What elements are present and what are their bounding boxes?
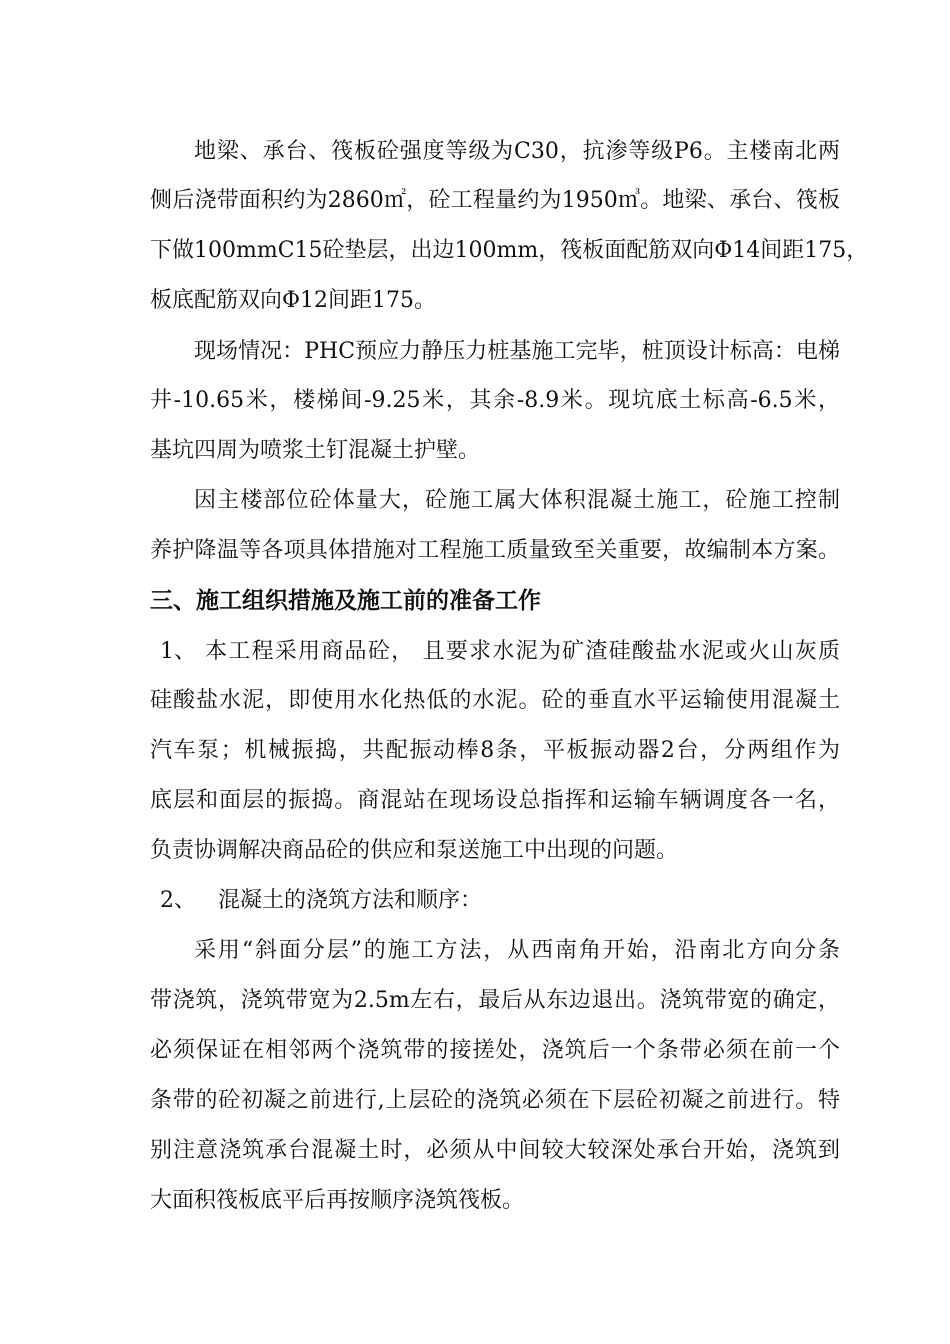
paragraph-line: 硅酸盐水泥，即使用水化热低的水泥。砼的垂直水平运输使用混凝土 bbox=[150, 688, 840, 713]
paragraph-line: 地梁、承台、筏板砼强度等级为C30，抗渗等级P6。主楼南北两 bbox=[194, 139, 840, 164]
paragraph-line: 大面积筏板底平后再按顺序浇筑筏板。 bbox=[150, 1188, 525, 1213]
section-heading: 三、施工组织措施及施工前的准备工作 bbox=[150, 588, 541, 614]
text-span: 侧后浇带面积约为2860㎡ bbox=[150, 188, 407, 213]
paragraph-line: 汽车泵；机械振捣，共配振动棒8条，平板振动器2台，分两组作为 bbox=[150, 738, 840, 763]
text-span: 。地梁、承台、筏板 bbox=[640, 188, 840, 213]
paragraph-line: 采用“斜面分层”的施工方法，从西南角开始，沿南北方向分条 bbox=[194, 938, 840, 963]
paragraph-line: 现场情况：PHC预应力静压力桩基施工完毕，桩顶设计标高：电梯 bbox=[194, 339, 840, 364]
paragraph-line: 基坑四周为喷浆土钉混凝土护壁。 bbox=[150, 438, 481, 463]
paragraph-line: 本工程采用商品砼， 且要求水泥为矿渣硅酸盐水泥或火山灰质 bbox=[205, 639, 840, 664]
paragraph-line: 下做100mmC15砼垫层，出边100mm，筏板面配筋双向Φ14间距175， bbox=[150, 238, 869, 263]
text-span: ，砼工程量约为1950㎥ bbox=[406, 188, 641, 213]
list-title: 混凝土的浇筑方法和顺序： bbox=[218, 888, 483, 913]
list-number: 1、 bbox=[160, 639, 196, 664]
list-number: 2、 bbox=[160, 888, 196, 913]
paragraph-line bbox=[150, 186, 840, 216]
paragraph-line: 底层和面层的振捣。商混站在现场设总指挥和运输车辆调度各一名， bbox=[150, 788, 840, 813]
paragraph-line: 别注意浇筑承台混凝土时，必须从中间较大较深处承台开始，浇筑到 bbox=[150, 1138, 840, 1163]
paragraph-line: 条带的砼初凝之前进行,上层砼的浇筑必须在下层砼初凝之前进行。特 bbox=[150, 1088, 840, 1113]
paragraph-line: 板底配筋双向Φ12间距175。 bbox=[150, 288, 437, 313]
paragraph-line: 带浇筑，浇筑带宽为2.5m左右，最后从东边退出。浇筑带宽的确定， bbox=[150, 988, 840, 1013]
paragraph-line: 井-10.65米，楼梯间-9.25米，其余-8.9米。现坑底土标高-6.5米， bbox=[150, 388, 840, 413]
paragraph-line: 养护降温等各项具体措施对工程施工质量致至关重要，故编制本方案。 bbox=[150, 538, 840, 563]
paragraph-line: 因主楼部位砼体量大，砼施工属大体积混凝土施工，砼施工控制 bbox=[194, 488, 840, 513]
paragraph-line: 负责协调解决商品砼的供应和泵送施工中出现的问题。 bbox=[150, 838, 679, 863]
paragraph-line: 必须保证在相邻两个浇筑带的接搓处，浇筑后一个条带必须在前一个 bbox=[150, 1038, 840, 1063]
